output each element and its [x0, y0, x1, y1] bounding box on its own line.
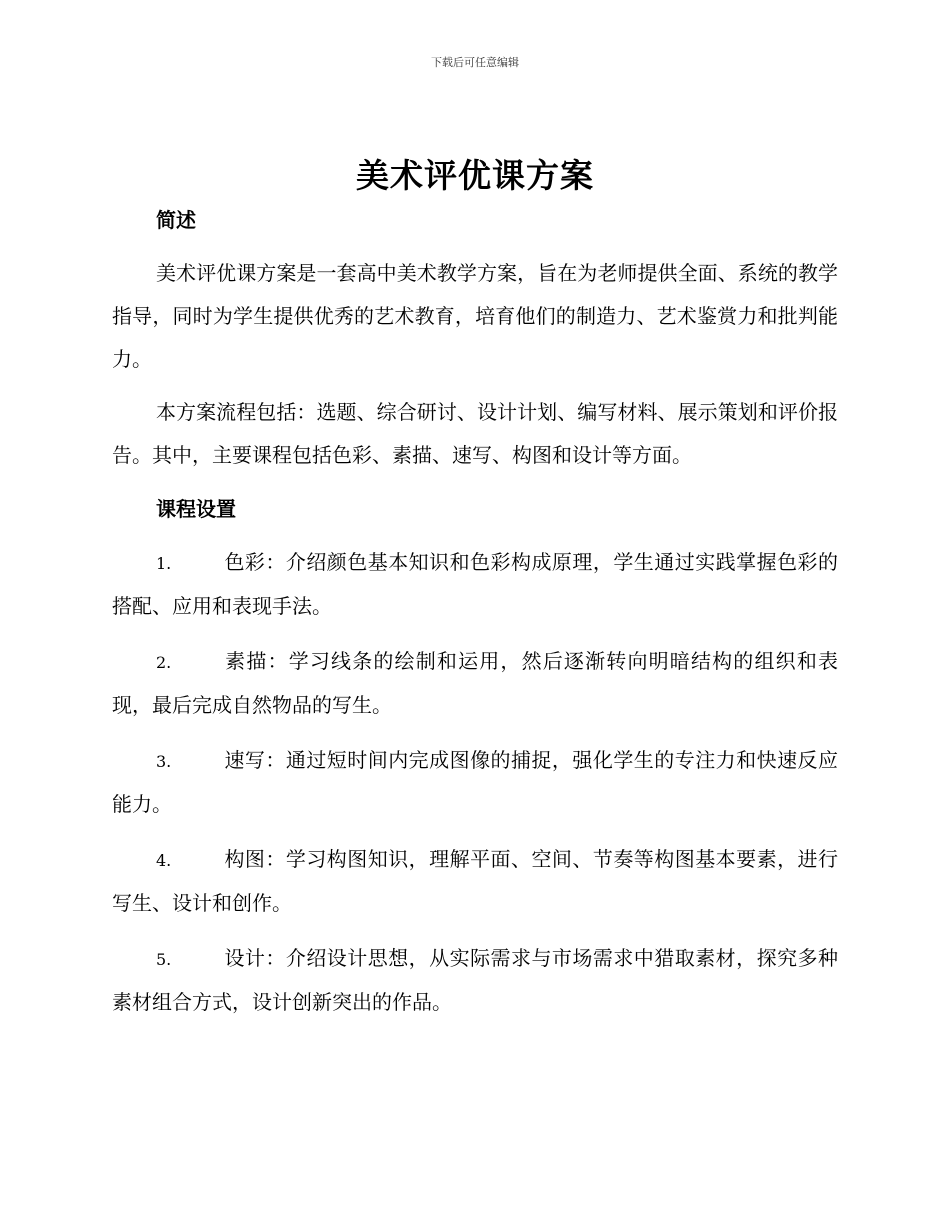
- list-item: [112, 838, 838, 925]
- course-list: [112, 541, 838, 1024]
- header-note: 下载后可任意编辑: [431, 56, 519, 69]
- list-item: [112, 541, 838, 628]
- paragraph: 美术评优课方案是一套高中美术教学方案，旨在为老师提供全面、系统的教学指导，同时为学生提供优秀的艺术教育，培育他们的制造力、艺术鉴赏力和批判能力。: [112, 261, 838, 371]
- list-item: [112, 937, 838, 1024]
- paragraph: 本方案流程包括：选题、综合研讨、设计计划、编写材料、展示策划和评价报告。其中，主要课程包括色彩、素描、速写、构图和设计等方面。: [112, 400, 838, 467]
- section-heading-courses: 课程设置: [156, 497, 236, 521]
- list-item-text: 速写：通过短时间内完成图像的捕捉，强化学生的专注力和快速反应能力。: [112, 748, 838, 816]
- list-number: 3.: [156, 752, 172, 771]
- list-item-text: 构图：学习构图知识，理解平面、空间、节奏等构图基本要素，进行写生、设计和创作。: [112, 847, 838, 915]
- list-number: 1.: [156, 554, 172, 573]
- section-heading-summary: 简述: [156, 208, 196, 232]
- list-item-text: 设计：介绍设计思想，从实际需求与市场需求中猎取素材，探究多种素材组合方式，设计创新突出的作品。: [112, 946, 838, 1014]
- list-item-text: 素描：学习线条的绘制和运用，然后逐渐转向明暗结构的组织和表现，最后完成自然物品的写生。: [112, 649, 838, 717]
- list-number: 4.: [156, 851, 172, 870]
- list-number: 2.: [156, 653, 172, 672]
- page-title: 美术评优课方案: [356, 156, 594, 195]
- list-item: [112, 640, 838, 727]
- list-item-text: 色彩：介绍颜色基本知识和色彩构成原理，学生通过实践掌握色彩的搭配、应用和表现手法。: [112, 550, 838, 618]
- list-number: 5.: [156, 950, 172, 969]
- document-body: [112, 200, 838, 1036]
- list-item: [112, 739, 838, 826]
